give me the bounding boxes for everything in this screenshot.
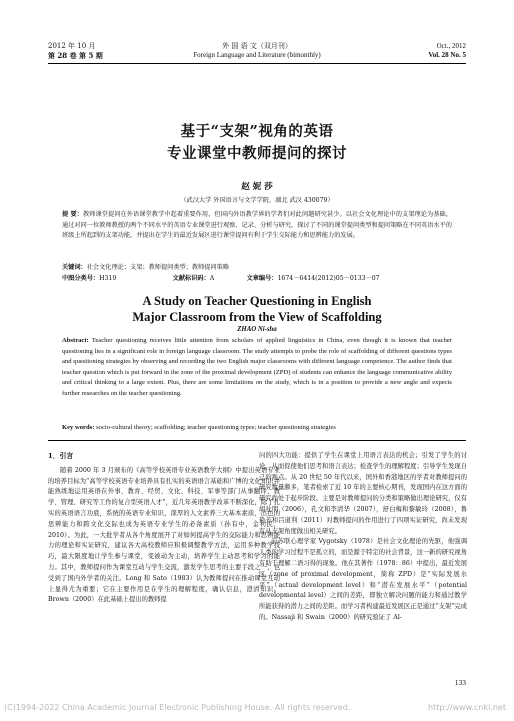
keywords-cn-label: 关键词： <box>62 264 87 271</box>
doccode-label: 文献标识码： <box>172 275 210 282</box>
title-en-line1: A Study on Teacher Questioning in English <box>142 294 372 308</box>
cnki-link[interactable]: http://www.cnki.net <box>428 703 506 712</box>
header-date: 2012 年 10 月 <box>48 42 96 50</box>
header-right <box>428 42 466 60</box>
right-column <box>259 451 467 624</box>
affiliation-cn: （武汉大学 外国语言与文学学院，湖北 武汉 430079） <box>180 197 334 204</box>
header-date-en: Oct., 2012 <box>436 42 466 50</box>
abstract-cn-label: 提 要： <box>62 211 83 218</box>
header-volume: 第 28 卷 第 5 期 <box>48 51 103 60</box>
journal-title-cn: 外 国 语 文（双月刊） <box>222 42 292 50</box>
header-volume-en: Vol. 28 No. 5 <box>428 51 466 59</box>
keywords-en-label: Key words: <box>62 424 95 431</box>
abstract-en-label: Abstract: <box>62 337 89 344</box>
header-center <box>150 42 364 60</box>
classification-line <box>62 274 452 285</box>
left-column <box>48 451 280 606</box>
articleno-label: 文章编号： <box>246 275 278 282</box>
doccode-value: A <box>209 275 215 282</box>
keywords-en-text: socio-cultural theory; scaffolding; teacher questioning types; teacher questioning strategies <box>96 424 336 431</box>
header-left <box>48 42 103 60</box>
articleno-value: 1674－6414(2012)05－0133－07 <box>277 275 380 282</box>
left-col-para: 随着 2000 年 3 月颁布的《高等学校英语专业英语教学大纲》中提出英语专业的培养目标为“高等学校英语专业培养具有扎实的英语语言基础和广博的文化知识并能熟练地运用英语在外事、教育、经贸、文化、科技、军事等部门从事翻译、教学、管理、研究等工作的复合型英语人才”，近几年英语教学改革不断深化，除了扎实的英语语言功底，系统的英语专业知识，深厚的人文素养三大基本素质，出色的思辨能力和跨文化交际也成为英语专业学生的必备素质（孙有中，金利民，2010）。为此，一大批学者从各个角度展开了对如何提高学生的交际能力和思辨能力的理论和实证研究，建议各大高校教师应积极调整教学方法，运用多种教学技巧，最大限度地让学生参与课堂，变被动为主动，培养学生主动思考和学习的能力。其中，教师提问作为课堂互动与学生交流，激发学生思考的主要手段之一，也受到了国内外学者的关注。Long 和 Sato（1983）认为教师提问在推动课堂互动上显得尤为重要；它在主要作用是在学生的理解程度，确认信息，澄清知识。Brown（2000）在此基础上提出的教师提 <box>48 466 280 604</box>
right-col-para-2: 前苏联心理学家 Vygotsky（1978）是社会文化理论的先驱，他强调人类的学习过程不是孤立的，而是源于特定的社会背景，这一新的研究视角有助于理解二语习得的现象。他在其著作（1978：86）中提出，最近发展区（zone of proximal development，简称 ZPD）是“实际发展水平”（actual development level）和“潜在发展水平”（potential developmental level）之间的差距，即独立解决问题的能力和通过教学所能获得的潜力之间的差距。而学习者构建最近发展区正是通过“支架”完成的。Nassaji 和 Swain（2000）的研究验证了 Al- <box>259 538 467 621</box>
author-cn: 赵 妮 莎 <box>241 182 273 192</box>
header-rule <box>48 63 466 64</box>
author-en: ZHAO Ni-sha <box>237 326 277 333</box>
copyright-footer: (C)1994-2022 China Academic Journal Electronic Publishing House. All rights reserved. <box>4 703 351 712</box>
abstract-en <box>62 336 452 400</box>
page-number: 133 <box>454 678 466 687</box>
title-cn-line2: 专业课堂中教师提问的探讨 <box>167 145 347 162</box>
abstract-cn-text: 教师课堂提问在外语课堂教学中起着重要作用，但国内外语教学界的学者们对此问题研究甚少。以社会文化理论中的支架理论为基础，通过对同一位教师教授的两个不同水平的英语专业课堂进行观察、记录、分析与研究，探讨了不同的课堂提问类型和提问策略在不同英语水平的班级上所起到的支架功能，并提出在学生的最近发展区进行课堂提问有利于学生交际能力和思辨能力的发展。 <box>62 211 453 240</box>
clc-label: 中图分类号： <box>62 275 100 282</box>
clc-value: H319 <box>99 275 117 282</box>
keywords-en <box>62 423 452 434</box>
right-col-para-1: 问的四大功能：提供了学生在课堂上用语言表达的机会；引发了学生的讨论，从而促使他们思考和语言表达；检查学生的理解程度；引导学生发现自己的观点。从 20 世纪 50 年代以来，国外和香港地区的学者对教师提问的研究数量颇多，笔者检索了近 10 年的主要核心期刊，发现国内在这方面的研究尚处于起步阶段。主要是对教师提问的分类和策略做出理论研究，仅有胡社明（2006），孔文和李清华（2007），舒白梅和黎敏玲（2008），鲁艳芳和吕道利（2011）对教师提问的作用进行了四项实证研究，尚未发现有从支架角度做出相关研究。 <box>259 452 467 535</box>
journal-title-en: Foreign Language and Literature (bimonthly) <box>193 51 321 59</box>
abstract-en-text: Teacher questioning receives little attention from scholars of applied linguistics in China, even though it is known that teacher questioning lies in a significant role in foreign language classroom. The study attempts to probe the role of scaffolding of different questions types and questioning strategies by observing and recording the two English major classrooms with different language competence. The author finds that teacher question which is put forward in the zone of the proximal development (ZPD) of students can enhance the language communicative ability and critical thinking to a large extent. Plus, there are some limitations on the study, which is in a position to provide a new angle and expects further researches on the teacher questioning. <box>62 337 452 397</box>
section-heading: 1．引言 <box>48 452 74 460</box>
title-en-line2: Major Classroom from the View of Scaffolding <box>132 310 382 324</box>
title-cn-line1: 基于“支架”视角的英语 <box>180 123 334 140</box>
abstract-cn <box>62 210 452 242</box>
keywords-cn <box>62 263 452 274</box>
keywords-cn-text: 社会文化理论；支架；教师提问类型；教师提问策略 <box>86 264 230 271</box>
abstract-divider <box>48 440 466 441</box>
